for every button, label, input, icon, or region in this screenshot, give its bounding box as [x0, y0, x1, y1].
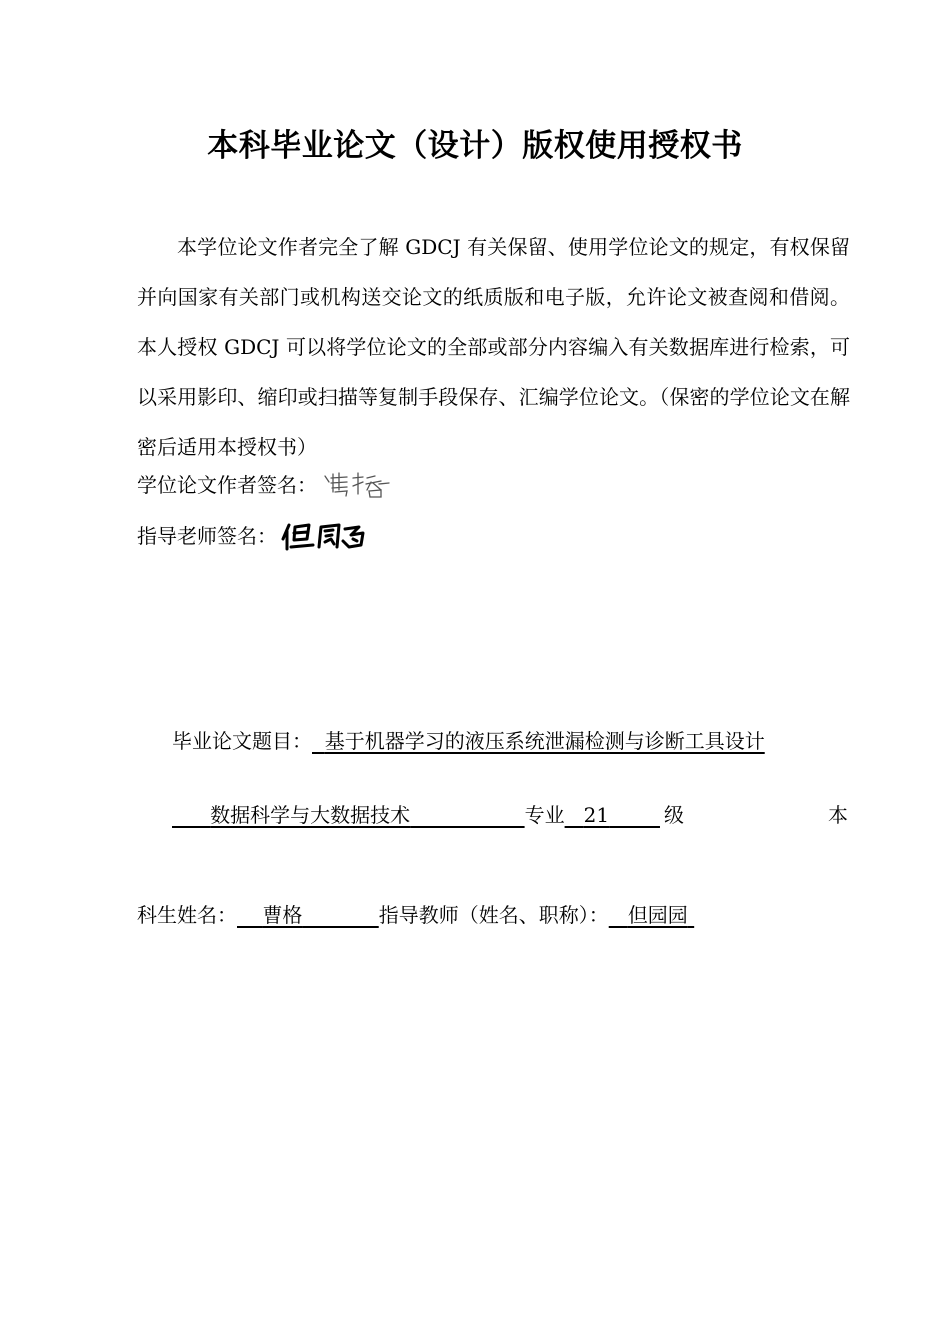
- thesis-topic-row: [172, 727, 765, 755]
- advisor-name-value: 但园园: [627, 903, 688, 927]
- student-name-value: 曹格: [262, 903, 303, 927]
- topic-label: 毕业论文题目：: [172, 729, 312, 753]
- major-label: 专业: [524, 803, 565, 827]
- supervisor-signature-label: 指导老师签名：: [137, 524, 277, 548]
- author-signature-label: 学位论文作者签名：: [137, 473, 317, 497]
- major-grade-row: [172, 801, 684, 829]
- student-name-label: 科生姓名：: [137, 903, 237, 927]
- authorization-statement: 本学位论文作者完全了解 GDCJ 有关保留、使用学位论文的规定，有权保留并向国家有关部门或机构送交论文的纸质版和电子版，允许论文被查阅和借阅。本人授权 GDCJ 可以将学位论文的全部或部分内容编入有关数据库进行检索，可以采用影印、缩印或扫描等复制手段保存、汇编学位论文。（保密的学位论文在解密后适用本授权书）: [137, 235, 850, 459]
- author-signature-line: [137, 467, 391, 503]
- page-title: 本科毕业论文（设计）版权使用授权书: [207, 128, 743, 164]
- grade-value: 21: [583, 803, 610, 827]
- supervisor-signature-line: [137, 518, 371, 554]
- thesis-topic-value: 基于机器学习的液压系统泄漏检测与诊断工具设计: [324, 729, 765, 753]
- benke-prefix: 本: [828, 803, 848, 827]
- student-advisor-row: [137, 901, 694, 929]
- supervisor-signature-image: [279, 519, 371, 553]
- advisor-label: 指导教师（姓名、职称）：: [378, 903, 609, 927]
- grade-label: 级: [663, 803, 684, 827]
- author-signature-image: [319, 470, 391, 500]
- major-value: 数据科学与大数据技术: [210, 803, 411, 827]
